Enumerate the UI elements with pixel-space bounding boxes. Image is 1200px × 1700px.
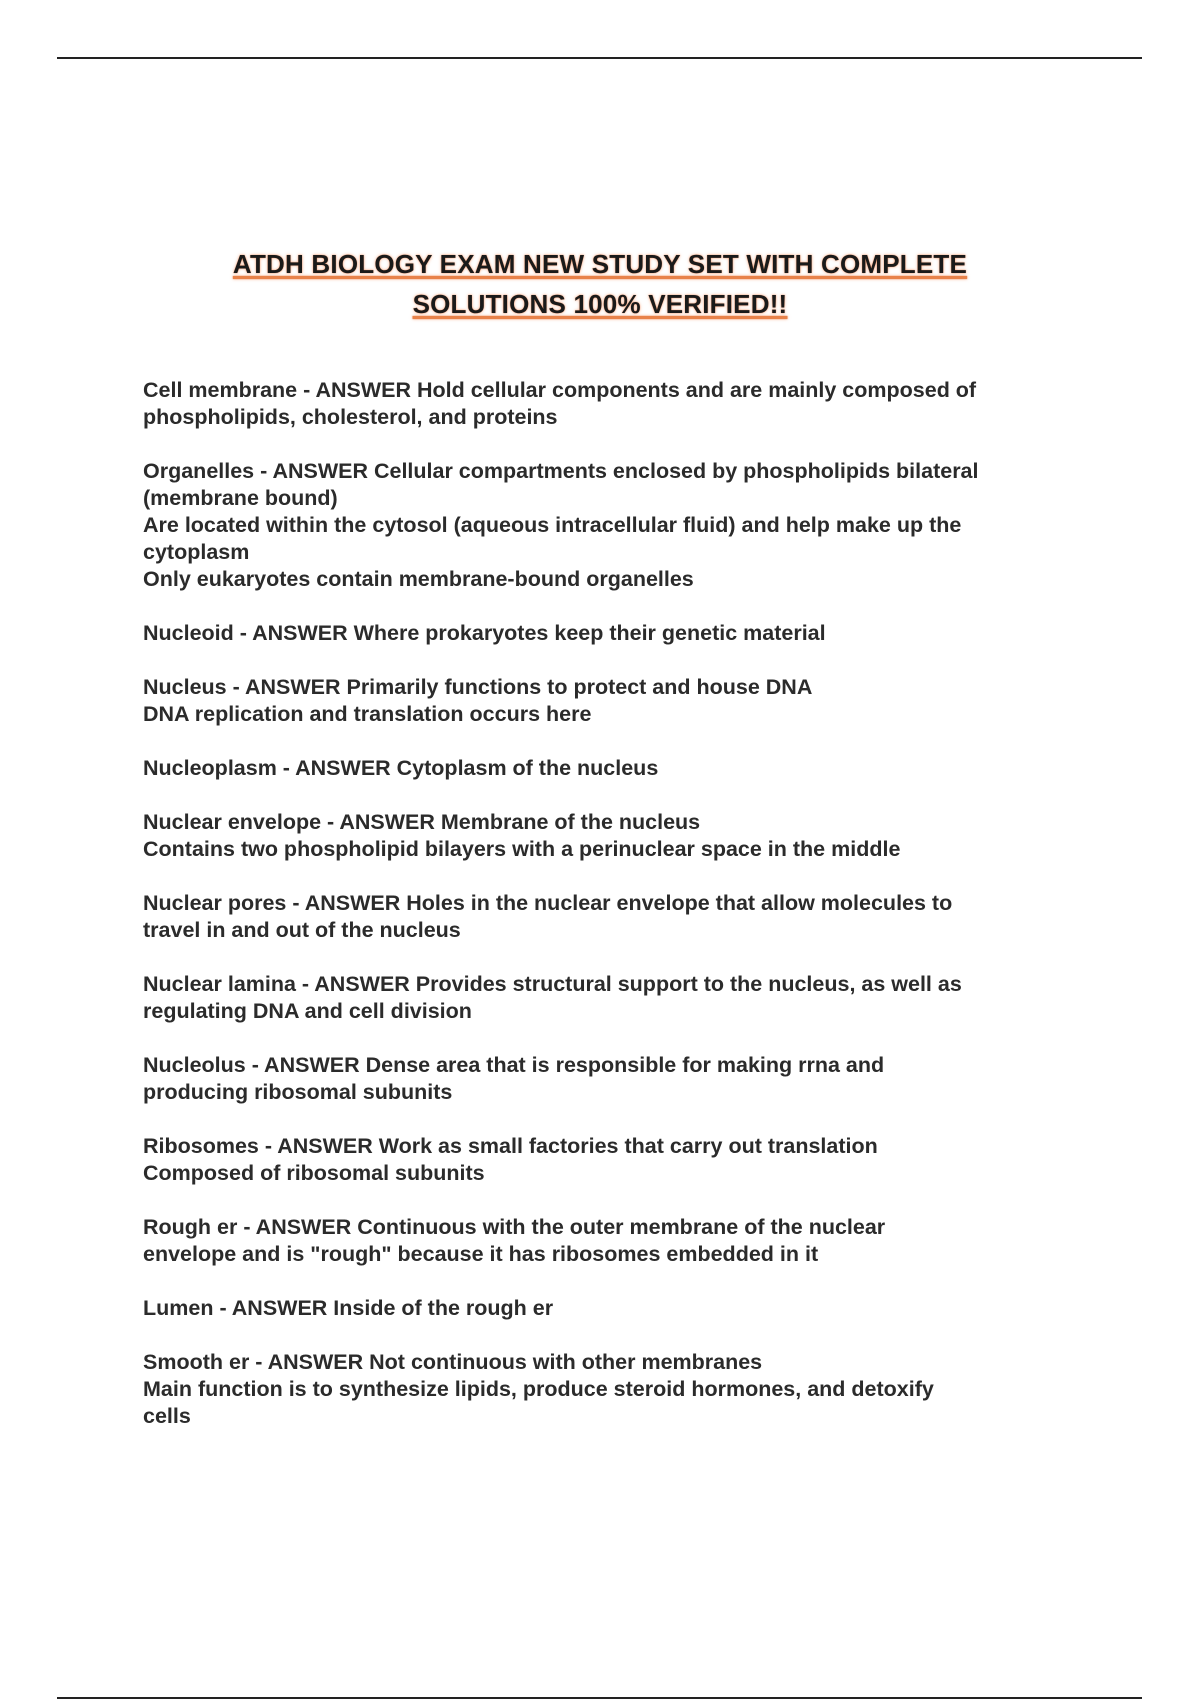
study-entry-line: producing ribosomal subunits <box>143 1080 453 1104</box>
study-entry-line: Lumen - ANSWER Inside of the rough er <box>143 1296 554 1320</box>
study-entry <box>143 674 1083 728</box>
study-entry <box>143 1133 1083 1187</box>
study-entry-line: Smooth er - ANSWER Not continuous with other membranes <box>143 1350 763 1374</box>
document-title-line-1: ATDH BIOLOGY EXAM NEW STUDY SET WITH COMPLETE <box>232 249 968 279</box>
study-entry-line: cells <box>143 1404 191 1428</box>
study-entry <box>143 1052 1083 1106</box>
footer-rule <box>57 1697 1142 1699</box>
study-entry-line: cytoplasm <box>143 540 250 564</box>
study-entry-line: Main function is to synthesize lipids, produce steroid hormones, and detoxify <box>143 1377 934 1401</box>
study-entry-line: Are located within the cytosol (aqueous intracellular fluid) and help make up the <box>143 513 962 537</box>
study-entry-line: Rough er - ANSWER Continuous with the outer membrane of the nuclear <box>143 1215 886 1239</box>
document-title-line-2: SOLUTIONS 100% VERIFIED!! <box>412 289 788 319</box>
study-entry-line: (membrane bound) <box>143 486 338 510</box>
study-entry <box>143 1295 1083 1322</box>
study-entry-line: Composed of ribosomal subunits <box>143 1161 485 1185</box>
study-entry-line: Nucleoplasm - ANSWER Cytoplasm of the nucleus <box>143 756 659 780</box>
study-entry-line: envelope and is "rough" because it has ribosomes embedded in it <box>143 1242 819 1266</box>
study-entry <box>143 1214 1083 1268</box>
study-entry-line: Nucleus - ANSWER Primarily functions to protect and house DNA <box>143 675 813 699</box>
header-rule <box>57 57 1142 59</box>
study-entry-line: Nuclear envelope - ANSWER Membrane of the nucleus <box>143 810 701 834</box>
study-entry <box>143 458 1083 593</box>
study-entry-line: Only eukaryotes contain membrane-bound organelles <box>143 567 694 591</box>
study-entry-line: Contains two phospholipid bilayers with a perinuclear space in the middle <box>143 837 901 861</box>
study-entry <box>143 620 1083 647</box>
study-entries <box>143 377 1083 1457</box>
study-entry-line: Cell membrane - ANSWER Hold cellular components and are mainly composed of <box>143 378 977 402</box>
study-entry-line: Nucleolus - ANSWER Dense area that is responsible for making rrna and <box>143 1053 885 1077</box>
study-entry-line: phospholipids, cholesterol, and proteins <box>143 405 558 429</box>
study-entry <box>143 890 1083 944</box>
study-entry-line: travel in and out of the nucleus <box>143 918 461 942</box>
study-entry <box>143 377 1083 431</box>
study-entry <box>143 809 1083 863</box>
study-entry <box>143 971 1083 1025</box>
study-entry-line: Organelles - ANSWER Cellular compartments enclosed by phospholipids bilateral <box>143 459 979 483</box>
study-entry-line: DNA replication and translation occurs here <box>143 702 592 726</box>
study-entry <box>143 1349 1083 1430</box>
study-entry <box>143 755 1083 782</box>
study-entry-line: Nuclear pores - ANSWER Holes in the nuclear envelope that allow molecules to <box>143 891 953 915</box>
study-entry-line: Nuclear lamina - ANSWER Provides structural support to the nucleus, as well as <box>143 972 962 996</box>
document-title <box>0 244 1200 324</box>
study-entry-line: Ribosomes - ANSWER Work as small factories that carry out translation <box>143 1134 878 1158</box>
study-entry-line: Nucleoid - ANSWER Where prokaryotes keep their genetic material <box>143 621 826 645</box>
study-entry-line: regulating DNA and cell division <box>143 999 472 1023</box>
